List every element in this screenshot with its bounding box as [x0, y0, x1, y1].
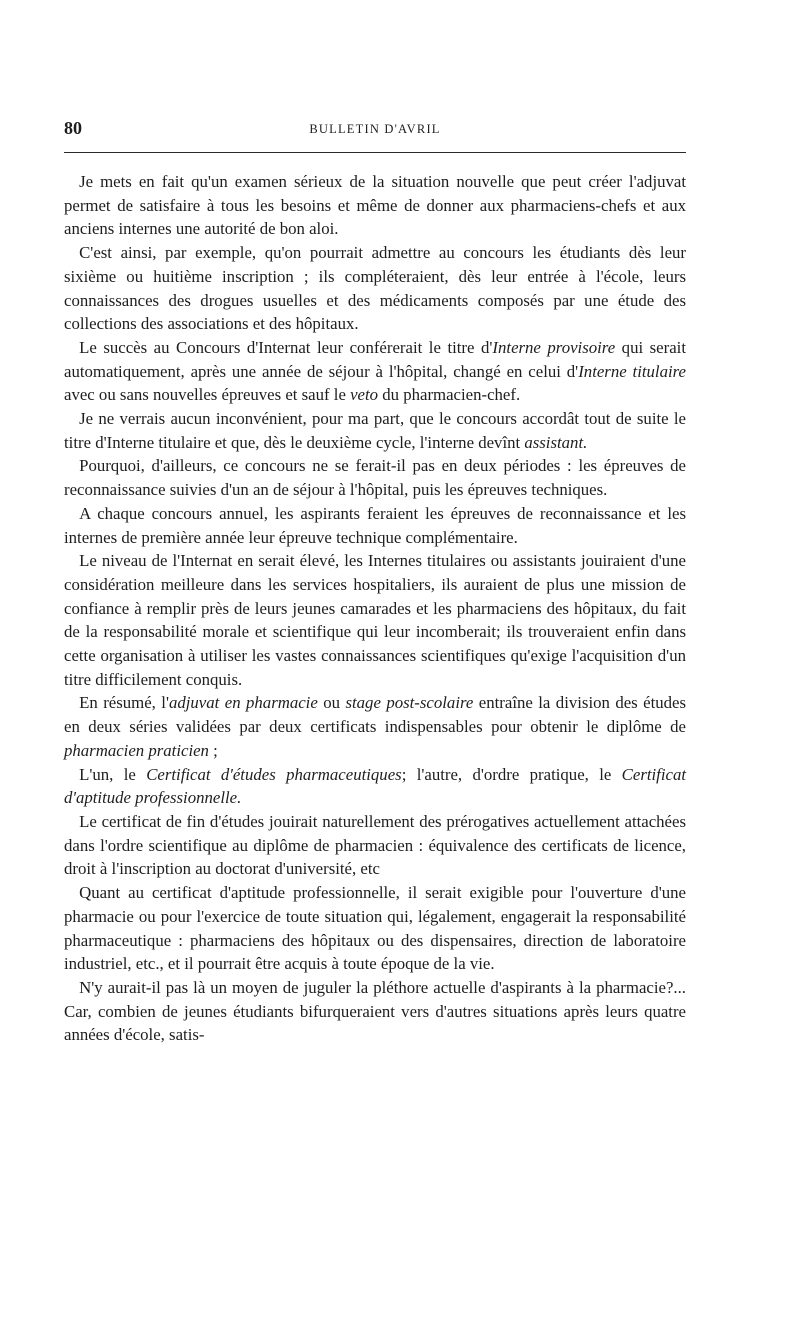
- page-number: 80: [64, 118, 82, 138]
- paragraph: [64, 407, 686, 454]
- text-run: Pourquoi, d'ailleurs, ce concours ne se ferait-il pas en deux périodes : les épreuves de reconnaissance suivies d'un an de séjour à l'hôpital, puis les épreuves techniques.: [64, 456, 686, 500]
- paragraph: [64, 810, 686, 881]
- running-head: [64, 118, 686, 142]
- paragraph: [64, 549, 686, 691]
- text-run: qui serait automatiquement, après une année de séjour à l'hôpital, changé en celui d': [64, 337, 686, 381]
- italic-text: Certificat d'aptitude professionnelle.: [64, 764, 686, 808]
- text-run: Le niveau de l'Internat en serait élevé, les Internes titulaires ou assistants jouiraient d'une considération meilleure dans les services hospitaliers, ils auraient de plus une mission de confiance à remplir près de leurs jeunes camarades et les pharmaciens des hôpitaux, du fait de la responsabilité morale et scientifique qui leur incomberait; ils trouveraient enfin dans cette organisation à utiliser les vastes connaissances scientifiques qu'exige l'acquisition d'un titre difficilement conquis.: [64, 551, 686, 689]
- text-run: ou: [317, 693, 346, 713]
- paragraph: [64, 763, 686, 810]
- italic-text: Certificat d'études pharmaceutiques: [146, 764, 402, 784]
- paragraph: [64, 454, 686, 501]
- paragraph: [64, 241, 686, 336]
- italic-text: stage post-scolaire: [345, 693, 474, 713]
- text-run: entraîne la division des études en deux séries validées par deux certificats indispensables pour obtenir le diplôme de: [64, 693, 687, 737]
- italic-text: assistant.: [524, 432, 588, 452]
- italic-text: veto: [350, 385, 379, 405]
- text-run: du pharmacien-chef.: [378, 385, 521, 405]
- header-rule: [64, 152, 686, 153]
- italic-text: adjuvat en pharmacie: [168, 693, 318, 713]
- text-run: avec ou sans nouvelles épreuves et sauf le: [64, 385, 351, 405]
- paragraph: [64, 170, 686, 241]
- text-run: Quant au certificat d'aptitude professionnelle, il serait exigible pour l'ouverture d'une pharmacie ou pour l'exercice de toute situation qui, légalement, engagerait la responsabilité pharmaceutique : pharmaciens des hôpitaux ou des dispensaires, direction de laboratoire industriel, etc., et il pourrait être acquis à toute époque de la vie.: [64, 883, 686, 974]
- text-run: Le succès au Concours d'Internat leur conférerait le titre d': [79, 337, 493, 357]
- text-run: En résumé, l': [79, 693, 169, 713]
- text-run: Le certificat de fin d'études jouirait naturellement des prérogatives actuellement attachées dans l'ordre scientifique au diplôme de pharmacien : équivalence des certificats de licence, droit à l'inscription au doctorat d'université, etc: [64, 811, 686, 879]
- italic-text: pharmacien praticien: [64, 740, 209, 760]
- italic-text: Interne titulaire: [578, 361, 686, 381]
- text-run: A chaque concours annuel, les aspirants feraient les épreuves de reconnaissance et les internes de première année leur épreuve technique complémentaire.: [64, 503, 686, 547]
- paragraph: [64, 881, 686, 976]
- running-title: BULLETIN D'AVRIL: [309, 122, 441, 136]
- paragraph: [64, 976, 686, 1047]
- text-run: ; l'autre, d'ordre pratique, le: [401, 764, 622, 784]
- paragraph: [64, 691, 686, 762]
- text-run: L'un, le: [79, 764, 147, 784]
- text-run: Je mets en fait qu'un examen sérieux de la situation nouvelle que peut créer l'adjuvat permet de satisfaire à tous les besoins et même de donner aux pharmaciens-chefs et aux anciens internes une autorité de bon aloi.: [64, 172, 686, 239]
- text-run: N'y aurait-il pas là un moyen de juguler la pléthore actuelle d'aspirants à la pharmacie?... Car, combien de jeunes étudiants bifurqueraient vers d'autres situations après leurs quatre années d'école, satis-: [64, 977, 686, 1045]
- text-run: C'est ainsi, par exemple, qu'on pourrait admettre au concours les étudiants dès leur sixième ou huitième inscription ; ils compléteraient, dès leur entrée à l'école, leurs connaissances des drogues usuelles et des médicaments composés par une étude des collections des associations et des hôpitaux.: [64, 243, 686, 334]
- text-run: ;: [208, 740, 218, 760]
- italic-text: Interne provisoire: [492, 337, 616, 357]
- text-run: Je ne verrais aucun inconvénient, pour ma part, que le concours accordât tout de suite le titre d'Interne titulaire et que, dès le deuxième cycle, l'interne devînt: [64, 409, 686, 452]
- paragraph: [64, 502, 686, 549]
- body-text: [64, 170, 686, 1047]
- paragraph: [64, 336, 686, 407]
